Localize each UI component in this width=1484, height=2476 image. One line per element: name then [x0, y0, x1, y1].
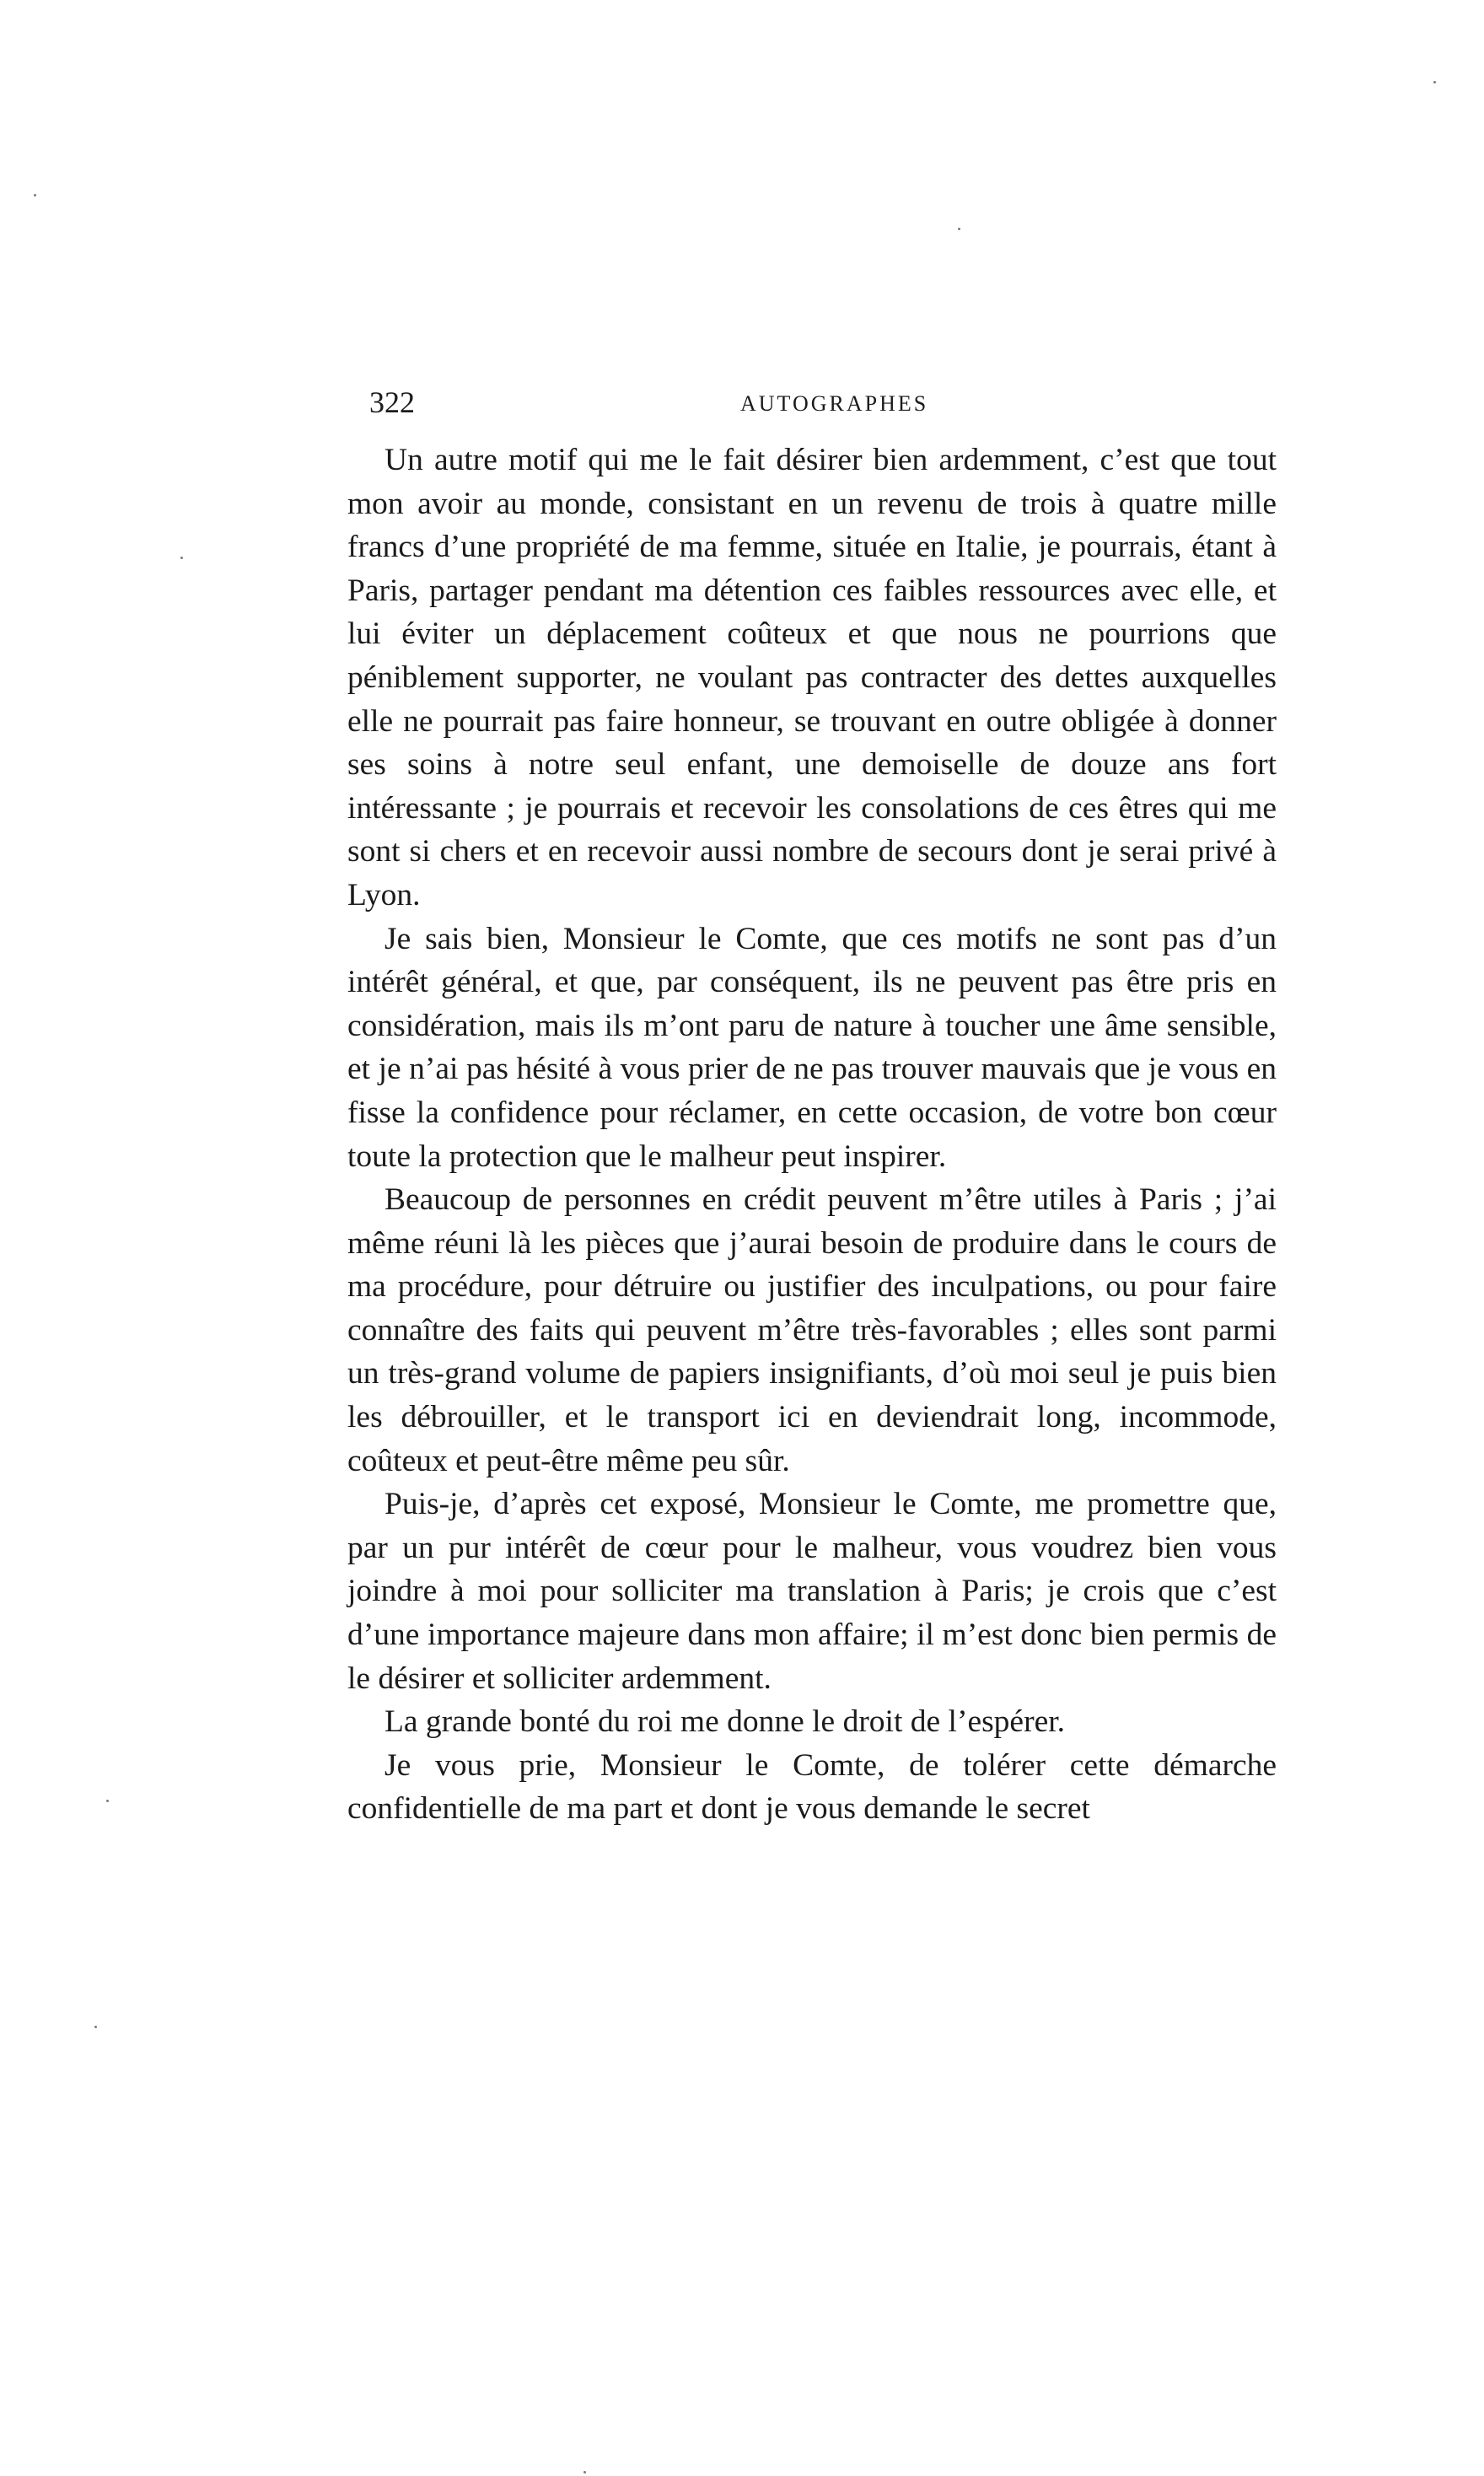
paragraph-motif: Un autre motif qui me le fait désirer bien ardemment, c’est que tout mon avoir au monde, consistant en un revenu de trois à quatre mille francs d’une propriété de ma femme, située en Italie, je pourrais, étant à Paris, partager pendant ma détention ces faibles ressources avec elle, et lui éviter un déplacement coûteux et que nous ne pourrions que péniblement supporter, ne voulant pas contracter des dettes auxquelles elle ne pourrait pas faire honneur, se trouvant en outre obligée à donner ses soins à notre seul enfant, une demoiselle de douze ans fort intéressante ; je pourrais et recevoir les consolations de ces êtres qui me sont si chers et en recevoir aussi nombre de secours dont je serai privé à Lyon. — [347, 443, 1277, 912]
paragraph-beaucoup: Beaucoup de personnes en crédit peuvent m’être utiles à Paris ; j’ai même réuni là les pièces que j’aurai besoin de produire dans le cours de ma procédure, pour détruire ou justifier des inculpations, ou pour faire connaître des faits qui peuvent m’être très-favorables ; elles sont parmi un très-grand volume de papiers insignifiants, d’où moi seul je puis bien les débrouiller, et le transport ici en deviendrait long, incommode, coûteux et peut-être même peu sûr. — [347, 1182, 1277, 1478]
page-number: 322 — [369, 385, 415, 419]
paragraph-grande-bonte: La grande bonté du roi me donne le droit de l’espérer. — [384, 1704, 1066, 1740]
scan-speck — [180, 557, 183, 559]
paragraph-puis-je: Puis-je, d’après cet exposé, Monsieur le Comte, me promettre que, par un pur intérêt de cœur pour le malheur, vous voudrez bien vous joindre à moi pour solliciter ma translation à Paris; je crois que c’est d’une importance majeure dans mon affaire; il m’est donc bien permis de le désirer et solliciter ardemment. — [347, 1487, 1277, 1696]
paragraph-je-sais-bien: Je sais bien, Monsieur le Comte, que ces motifs ne sont pas d’un intérêt général, et que, par conséquent, ils ne peuvent pas être pris en considération, mais ils m’ont paru de nature à toucher une âme sensible, et je n’ai pas hésité à vous prier de ne pas trouver mauvais que je vous en fisse la confidence pour réclamer, en cette occasion, de votre bon cœur toute la protection que le malheur peut inspirer. — [347, 921, 1277, 1174]
scan-speck — [1433, 81, 1436, 83]
body-text — [347, 439, 1277, 1831]
scan-speck — [583, 2471, 586, 2473]
paragraph-je-vous-prie: Je vous prie, Monsieur le Comte, de tolérer cette démarche confidentielle de ma part et dont je vous demande le secret — [347, 1747, 1277, 1827]
scan-speck — [106, 1800, 109, 1802]
scan-speck — [94, 2026, 97, 2028]
running-head — [369, 381, 1255, 423]
running-title: AUTOGRAPHES — [740, 391, 929, 416]
scan-speck — [958, 228, 960, 230]
scan-speck — [34, 194, 36, 196]
